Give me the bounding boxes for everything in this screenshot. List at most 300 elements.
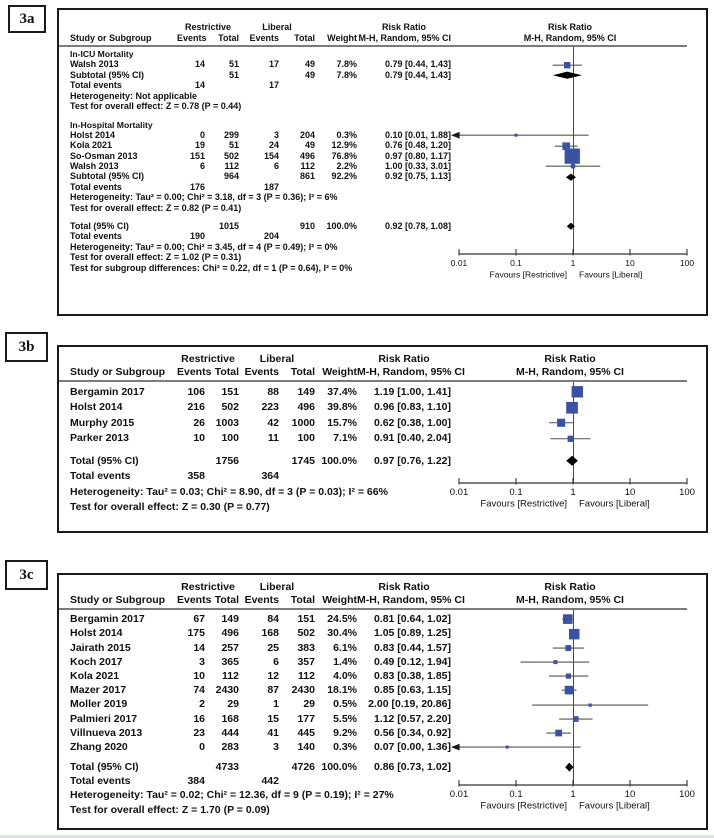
total-value: 51: [228, 140, 239, 151]
plot-cell: [451, 453, 689, 469]
study-row: [59, 141, 689, 151]
total-value: 49: [304, 140, 315, 151]
stats-line-row: [59, 800, 689, 817]
effect-marker: [553, 660, 557, 664]
risk-ratio-ci-value: 0.83 [0.44, 1.57]: [373, 641, 451, 654]
panel-label: 3b: [18, 338, 35, 355]
effect-marker: [562, 142, 570, 150]
favours-left-label: Favours [Restrictive]: [489, 269, 567, 280]
tick-label: 1: [570, 487, 576, 498]
risk-ratio-ci-value: 0.49 [0.12, 1.94]: [373, 655, 451, 668]
weight-value: 30.4%: [327, 627, 357, 640]
study-name: Murphy 2015: [70, 416, 135, 429]
total-value: 49: [304, 69, 315, 80]
events-value: 106: [187, 385, 205, 398]
total-value: 496: [299, 150, 315, 161]
events-value: 25: [267, 641, 279, 654]
pooled-row: [59, 221, 689, 231]
total-value: 444: [221, 726, 239, 739]
total-value: 112: [298, 669, 315, 682]
total-events-label: Total events: [70, 231, 122, 242]
ci-plot: [457, 221, 689, 231]
subgroup-label: In-Hospital Mortality: [70, 119, 153, 130]
subgroup-label: In-ICU Mortality: [70, 49, 134, 60]
events-value: 151: [189, 150, 205, 161]
restrictive-group-header: Restrictive: [181, 353, 235, 366]
stats-line: Test for overall effect: Z = 1.02 (P = 0.31): [70, 252, 242, 263]
events-value: 17: [268, 80, 279, 91]
total-value: 49: [304, 59, 315, 70]
ci-plot: [457, 655, 689, 669]
total-events-label: Total events: [70, 470, 131, 483]
total-events-row: [59, 774, 689, 788]
study-name: Jairath 2015: [70, 641, 131, 654]
tick-label: 0.1: [509, 487, 523, 498]
study-name: So-Osman 2013: [70, 150, 138, 161]
events-value: 1: [273, 698, 279, 711]
study-row: [59, 151, 689, 161]
forest-table: [59, 575, 689, 817]
risk-ratio-ci-value: 0.62 [0.38, 1.00]: [373, 416, 451, 429]
total-events-row: [59, 182, 689, 192]
events-value: 176: [189, 181, 205, 192]
study-row: [59, 612, 689, 626]
events-value: 10: [193, 432, 205, 445]
favours-right-label: Favours [Liberal]: [579, 269, 643, 280]
study-row: [59, 400, 689, 416]
plot-cell: [451, 400, 689, 416]
weight-value: 18.1%: [327, 684, 357, 697]
risk-ratio-header: Risk Ratio: [381, 22, 426, 32]
study-row: [59, 726, 689, 740]
tick-label: 0.1: [510, 258, 522, 268]
events-value: 67: [193, 613, 205, 626]
total-value: 4726: [291, 761, 315, 774]
total-value: 100: [297, 432, 315, 445]
tick-label: 10: [624, 487, 636, 498]
weight-value: 92.2%: [331, 171, 357, 182]
tick-label: 10: [625, 258, 635, 268]
plot-cell: [451, 151, 689, 161]
effect-marker: [506, 746, 509, 749]
total-value: 51: [228, 69, 239, 80]
plot-cell: [451, 683, 689, 697]
risk-ratio-ci-value: 0.92 [0.78, 1.08]: [384, 220, 451, 231]
risk-ratio-plot-header: Risk Ratio: [544, 353, 596, 366]
total-value: 964: [223, 171, 239, 182]
stats-line: Test for overall effect: Z = 0.30 (P = 0.77): [70, 501, 270, 514]
total-value: 1745: [291, 454, 315, 467]
ci-plot: [457, 683, 689, 697]
plot-cell: [451, 612, 689, 626]
events-value: 154: [263, 150, 279, 161]
events-value: 0: [199, 740, 205, 753]
ci-plot: [457, 384, 689, 400]
events-column-header: Events: [177, 594, 212, 607]
liberal-group-header: Liberal: [262, 22, 292, 32]
study-name: Palmieri 2017: [70, 712, 138, 725]
events-value: 24: [268, 140, 279, 151]
effect-marker: [589, 703, 592, 706]
events-value: 14: [194, 80, 205, 91]
effect-marker: [571, 164, 575, 168]
study-row: [59, 60, 689, 70]
events-value: 84: [267, 613, 279, 626]
total-value: 496: [297, 401, 315, 414]
total-events-row: [59, 232, 689, 242]
events-column-header: Events: [244, 366, 279, 379]
subgroup-label-row: [59, 120, 689, 130]
study-name: Moller 2019: [70, 698, 128, 711]
total-value: 496: [221, 627, 239, 640]
events-value: 190: [189, 231, 205, 242]
column-group-header-row: [59, 353, 689, 366]
ci-plot: [457, 726, 689, 740]
study-column-header: Study or Subgroup: [70, 594, 166, 607]
risk-ratio-ci-value: 0.97 [0.76, 1.22]: [373, 454, 451, 467]
stats-line: Heterogeneity: Tau² = 0.00; Chi² = 3.45, df = 4 (P = 0.49); I² = 0%: [70, 241, 338, 252]
plot-cell: [451, 760, 689, 774]
total-value: 112: [222, 669, 239, 682]
events-value: 12: [267, 669, 279, 682]
effect-marker: [515, 134, 518, 137]
weight-value: 0.3%: [336, 129, 357, 140]
total-value: 51: [228, 59, 239, 70]
events-value: 3: [273, 129, 279, 140]
plot-cell: [451, 431, 689, 447]
total-value: 140: [297, 740, 315, 753]
ci-plot: [457, 70, 689, 80]
spacer: [59, 112, 689, 120]
ci-plot: [457, 669, 689, 683]
plot-cell: [451, 70, 689, 80]
total-value: 861: [299, 171, 315, 182]
risk-ratio-ci-value: 0.91 [0.40, 2.04]: [373, 432, 451, 445]
weight-value: 6.1%: [333, 641, 357, 654]
risk-ratio-plot-header: Risk Ratio: [544, 581, 596, 594]
events-value: 2: [199, 698, 205, 711]
study-name: Walsh 2013: [70, 59, 119, 70]
total-value: 168: [221, 712, 239, 725]
study-row: [59, 669, 689, 683]
total-value: 1015: [218, 220, 239, 231]
panel-label-box: [5, 560, 48, 590]
header-divider: [59, 45, 687, 47]
effect-marker: [566, 674, 571, 679]
stats-line-row: [59, 484, 689, 500]
pooled-row: [59, 172, 689, 182]
weight-value: 37.4%: [327, 385, 357, 398]
stats-line-row: [59, 789, 689, 803]
study-row: [59, 384, 689, 400]
weight-value: 7.8%: [336, 59, 357, 70]
weight-value: 39.8%: [327, 401, 357, 414]
stats-line-row: [59, 252, 689, 262]
effect-marker: [565, 645, 571, 651]
tick-label: 0.01: [450, 258, 468, 268]
effect-marker: [566, 402, 578, 414]
pooled-row: [59, 453, 689, 469]
effect-marker: [573, 716, 579, 722]
effect-marker: [563, 615, 573, 625]
risk-ratio-ci-value: 0.76 [0.48, 1.20]: [384, 140, 451, 151]
plot-cell: [451, 415, 689, 431]
forest-plot-panel-3c: [57, 573, 708, 830]
events-column-header: Events: [249, 33, 279, 43]
tick-label: 100: [679, 487, 695, 498]
study-row: [59, 431, 689, 447]
total-value: 283: [221, 740, 239, 753]
panel-label: 3c: [19, 566, 34, 583]
ci-plot: [457, 172, 689, 182]
spacer: [59, 446, 689, 453]
risk-ratio-ci-value: 0.81 [0.64, 1.02]: [373, 613, 451, 626]
study-row: [59, 683, 689, 697]
events-value: 19: [194, 140, 205, 151]
ci-plot: [457, 415, 689, 431]
column-header-row: [59, 33, 689, 44]
events-value: 23: [193, 726, 205, 739]
events-value: 14: [194, 59, 205, 70]
weight-value: 5.5%: [333, 712, 357, 725]
method-column-header: M-H, Random, 95% CI: [358, 33, 451, 43]
ci-plot: [457, 641, 689, 655]
stats-line-row: [59, 242, 689, 252]
weight-value: 1.4%: [333, 655, 357, 668]
total-value: 100: [221, 432, 239, 445]
arrow-left-icon: [451, 744, 460, 751]
weight-value: 7.8%: [336, 69, 357, 80]
weight-value: 100.0%: [326, 220, 357, 231]
total-column-header: Total: [214, 594, 239, 607]
stats-line: Test for overall effect: Z = 1.70 (P = 0.09): [70, 803, 270, 816]
liberal-group-header: Liberal: [259, 581, 295, 594]
liberal-group-header: Liberal: [259, 353, 295, 366]
column-group-header-row: [59, 581, 689, 594]
events-value: 216: [187, 401, 205, 414]
weight-value: 100.0%: [321, 454, 357, 467]
events-value: 384: [187, 775, 205, 788]
study-name: Villnueva 2013: [70, 726, 143, 739]
stats-line: Test for overall effect: Z = 0.82 (P = 0.41): [70, 202, 242, 213]
events-column-header: Events: [244, 594, 279, 607]
study-row: [59, 712, 689, 726]
events-value: 0: [199, 129, 205, 140]
events-value: 15: [267, 712, 279, 725]
events-value: 42: [267, 416, 279, 429]
forest-table: [59, 10, 689, 273]
study-name: Kola 2021: [70, 669, 120, 682]
tick-label: 0.01: [449, 789, 469, 800]
tick-label: 0.01: [449, 487, 469, 498]
ci-plot: [457, 130, 689, 140]
method-column-header: M-H, Random, 95% CI: [357, 366, 465, 379]
study-name: Walsh 2013: [70, 160, 119, 171]
risk-ratio-header: Risk Ratio: [378, 353, 430, 366]
total-column-header: Total: [290, 594, 315, 607]
events-value: 187: [263, 181, 279, 192]
effect-marker: [569, 628, 580, 639]
weight-value: 0.5%: [333, 698, 357, 711]
stats-line: Heterogeneity: Tau² = 0.00; Chi² = 3.18, df = 3 (P = 0.36); I² = 6%: [70, 192, 338, 203]
pooled-label: Total (95% CI): [70, 454, 139, 467]
stats-line-row: [59, 91, 689, 101]
study-name: Kola 2021: [70, 140, 113, 151]
risk-ratio-ci-value: 2.00 [0.19, 20.86]: [368, 698, 451, 711]
total-value: 357: [297, 655, 315, 668]
ci-plot: [457, 760, 689, 774]
restrictive-group-header: Restrictive: [181, 581, 235, 594]
favours-right-label: Favours [Liberal]: [579, 498, 650, 510]
effect-marker: [564, 62, 570, 68]
total-column-header: Total: [214, 366, 239, 379]
favours-right-label: Favours [Liberal]: [579, 800, 650, 812]
ci-plot: [457, 151, 689, 161]
study-name: Parker 2013: [70, 432, 129, 445]
column-header-row: [59, 594, 689, 607]
effect-marker: [555, 730, 562, 737]
risk-ratio-ci-value: 0.85 [0.63, 1.15]: [373, 684, 451, 697]
risk-ratio-ci-value: 0.86 [0.73, 1.02]: [373, 761, 451, 774]
tick-label: 0.1: [509, 789, 523, 800]
plot-cell: [451, 221, 689, 231]
pooled-diamond: [565, 763, 573, 772]
panel-label: 3a: [19, 10, 35, 27]
study-name: Holst 2014: [70, 627, 123, 640]
stats-line-row: [59, 192, 689, 202]
plot-cell: [451, 655, 689, 669]
stats-line-row: [59, 203, 689, 213]
study-row: [59, 740, 689, 754]
study-row: [59, 698, 689, 712]
effect-marker: [557, 419, 565, 427]
total-events-label: Total events: [70, 80, 122, 91]
stats-line: Heterogeneity: Tau² = 0.03; Chi² = 8.90, df = 3 (P = 0.03); I² = 66%: [70, 485, 388, 498]
total-events-row: [59, 81, 689, 91]
plot-cell: [451, 161, 689, 171]
tick-label: 100: [679, 258, 695, 268]
ci-plot: [457, 740, 689, 754]
ci-plot: [457, 60, 689, 70]
total-value: 445: [297, 726, 315, 739]
method-column-header: M-H, Random, 95% CI: [357, 594, 465, 607]
study-row: [59, 655, 689, 669]
events-value: 10: [193, 669, 205, 682]
study-name: Bergamin 2017: [70, 613, 145, 626]
total-value: 149: [297, 385, 315, 398]
total-value: 1000: [291, 416, 315, 429]
study-column-header: Study or Subgroup: [70, 366, 166, 379]
header-divider: [59, 380, 687, 382]
events-value: 26: [193, 416, 205, 429]
total-value: 1756: [215, 454, 239, 467]
effect-marker: [568, 436, 574, 442]
events-value: 3: [199, 655, 205, 668]
total-value: 1003: [215, 416, 239, 429]
total-value: 365: [221, 655, 239, 668]
ci-plot: [457, 712, 689, 726]
study-row: [59, 161, 689, 171]
weight-value: 7.1%: [333, 432, 357, 445]
plot-cell: [451, 172, 689, 182]
risk-ratio-ci-value: 0.07 [0.00, 1.36]: [373, 740, 451, 753]
events-value: 175: [187, 627, 205, 640]
total-events-row: [59, 469, 689, 485]
favours-left-label: Favours [Restrictive]: [480, 800, 567, 812]
study-name: Koch 2017: [70, 655, 123, 668]
weight-column-header: Weight: [327, 33, 357, 43]
effect-marker: [572, 386, 583, 397]
pooled-row: [59, 70, 689, 80]
events-value: 6: [199, 160, 205, 171]
risk-ratio-ci-value: 0.92 [0.75, 1.13]: [384, 171, 451, 182]
forest-plot-panel-3b: [57, 345, 708, 533]
risk-ratio-ci-value: 0.79 [0.44, 1.43]: [384, 59, 451, 70]
weight-value: 4.0%: [333, 669, 357, 682]
total-value: 502: [297, 627, 315, 640]
study-name: Zhang 2020: [70, 740, 128, 753]
total-events-label: Total events: [70, 181, 122, 192]
risk-ratio-ci-value: 1.05 [0.89, 1.25]: [373, 627, 451, 640]
ci-plot: [457, 698, 689, 712]
weight-column-header: Weight: [322, 594, 357, 607]
restrictive-group-header: Restrictive: [184, 22, 232, 32]
total-value: 383: [297, 641, 315, 654]
weight-value: 2.2%: [336, 160, 357, 171]
study-name: Mazer 2017: [70, 684, 127, 697]
weight-value: 9.2%: [333, 726, 357, 739]
stats-line: Heterogeneity: Not applicable: [70, 90, 198, 101]
total-value: 910: [299, 220, 315, 231]
ci-plot: [457, 431, 689, 447]
total-value: 204: [299, 129, 315, 140]
weight-column-header: Weight: [322, 366, 357, 379]
risk-ratio-ci-value: 0.79 [0.44, 1.43]: [384, 69, 451, 80]
total-value: 502: [221, 401, 239, 414]
arrow-left-icon: [451, 132, 460, 139]
events-column-header: Events: [177, 33, 207, 43]
plot-cell: [451, 384, 689, 400]
stats-line-row: [59, 500, 689, 516]
ci-plot: [457, 400, 689, 416]
events-value: 87: [267, 684, 279, 697]
total-column-header: Total: [294, 33, 315, 43]
risk-ratio-ci-value: 0.56 [0.34, 0.92]: [373, 726, 451, 739]
risk-ratio-ci-value: 0.10 [0.01, 1.88]: [384, 129, 451, 140]
ci-plot: [457, 612, 689, 626]
plot-cell: [451, 669, 689, 683]
events-value: 14: [193, 641, 205, 654]
study-row: [59, 641, 689, 655]
stats-line-row: [59, 263, 689, 273]
events-value: 223: [261, 401, 279, 414]
events-value: 168: [261, 627, 279, 640]
weight-value: 15.7%: [327, 416, 357, 429]
pooled-label: Total (95% CI): [70, 761, 139, 774]
method-plot-header: M-H, Random, 95% CI: [523, 33, 617, 43]
tick-label: 100: [679, 789, 695, 800]
events-value: 41: [267, 726, 279, 739]
study-name: Bergamin 2017: [70, 385, 145, 398]
ci-plot: [457, 453, 689, 469]
weight-value: 0.3%: [333, 740, 357, 753]
plot-cell: [451, 698, 689, 712]
events-value: 3: [273, 740, 279, 753]
weight-value: 24.5%: [327, 613, 357, 626]
events-value: 6: [273, 160, 279, 171]
pooled-diamond: [566, 456, 578, 466]
study-name: Holst 2014: [70, 401, 123, 414]
